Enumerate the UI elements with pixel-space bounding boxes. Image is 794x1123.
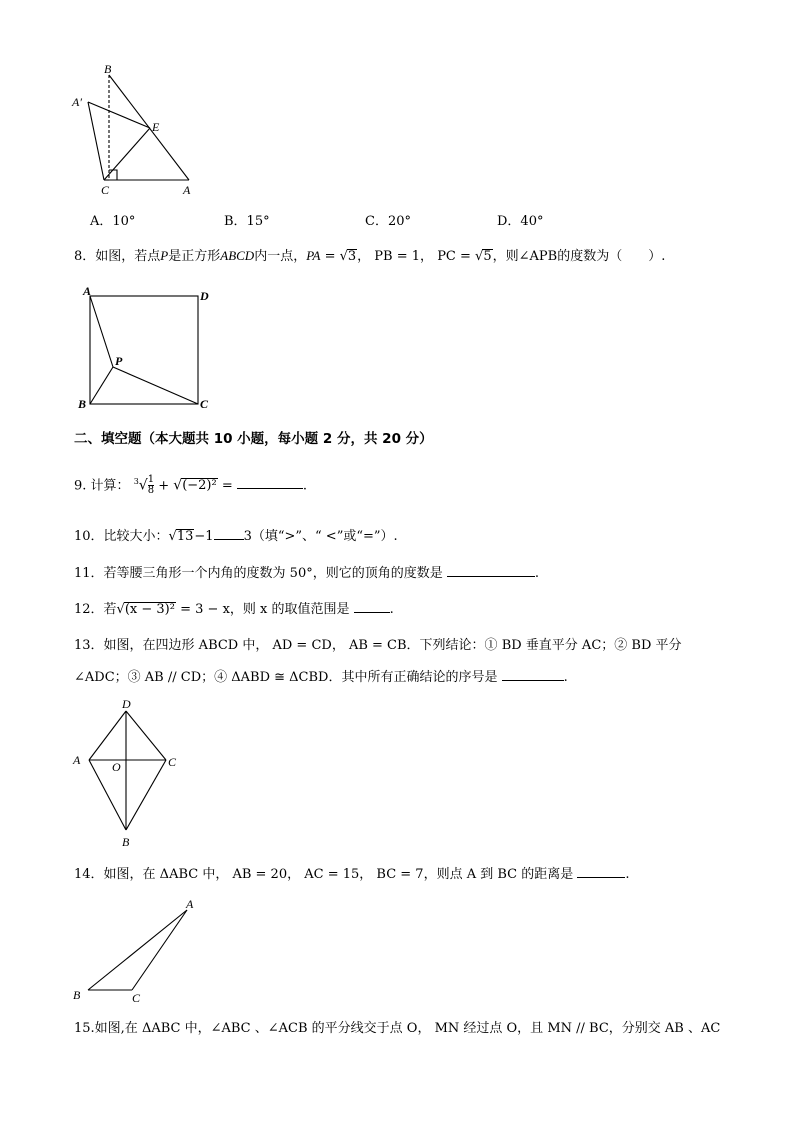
label-p: P [115,354,123,368]
label-c: C [101,183,110,197]
option-b[interactable]: B．15° [224,214,270,229]
question-13-line1: 13．如图，在四边形 ABCD 中， AD = CD， AB = CB．下列结论：① BD 垂直平分 AC；② BD 平分 [74,638,682,653]
question-8 [74,247,665,266]
q10-minus: −1 [194,529,214,544]
figure-q8 [74,283,224,415]
q9-numerator: 1 [147,474,155,486]
q9-plus: + [158,478,170,494]
label-e: E [152,120,160,134]
label-a-prime: A′ [72,95,82,109]
line-dc [126,711,166,760]
line-a-prime-e [88,102,150,128]
q11-end: . [534,566,539,581]
label-c: C [132,991,141,1005]
figure-q13 [66,694,196,854]
question-12: 12．若√(x − 3)² = 3 − x，则 x 的取值范围是 . [74,602,394,617]
q13-line2-text: ∠ADC；③ AB // CD；④ ΔABD ≅ ΔCBD．其中所有正确结论的序号是 [74,670,498,685]
line-pb [90,367,113,404]
q12-text-post: = 3 − x，则 x 的取值范围是 [180,602,350,617]
q8-eq-sqrt: = √ [324,249,348,264]
label-b: B [104,62,112,76]
line-pc [113,367,198,404]
figure-q14 [66,893,206,1008]
q13-end: . [563,670,568,685]
q8-text-mid2: 内一点， [254,249,307,264]
q9-text-pre: 9. 计算： [74,478,130,494]
q11-text: 11．若等腰三角形一个内角的度数为 50°，则它的顶角的度数是 [74,566,443,581]
option-a[interactable]: A．10° [90,214,136,229]
label-d: D [200,289,209,303]
label-a: A [183,183,191,197]
q8-text-pre: 8．如图，若点 [74,249,161,264]
q14-answer-blank[interactable] [577,865,625,878]
q9-denominator: 8 [147,485,155,497]
q8-text-post: ，则∠APB的度数为（ ）. [492,249,666,264]
label-b: B [122,835,130,849]
section-heading: 二、填空题（本大题共 10 小题，每小题 2 分，共 20 分） [74,431,433,447]
label-c: C [168,755,177,769]
label-a: A [83,284,92,298]
q8-sqrt3: 3 [347,249,357,264]
q11-answer-blank[interactable] [447,564,535,577]
q9-sqrt-body: (−2)² [182,478,217,494]
q12-end: . [389,602,394,617]
question-15: 15.如图,在 ΔABC 中，∠ABC 、∠ACB 的平分线交于点 O， MN 经过点 O，且 MN // BC，分别交 AB 、AC [74,1021,721,1036]
label-c: C [200,397,209,411]
line-ce [104,128,150,180]
option-c[interactable]: C．20° [365,214,411,229]
right-angle-mark [109,170,117,180]
q8-point-p: P [160,248,169,263]
line-a-prime-c [88,102,104,180]
q9-cube-index: 3 [133,477,139,486]
option-d[interactable]: D．40° [497,214,544,229]
figure-q7 [66,58,206,200]
q12-answer-blank[interactable] [354,600,390,613]
q8-pa: PA [306,248,321,263]
q9-answer-blank[interactable] [237,476,303,489]
q14-end: . [625,867,630,882]
question-13-line2 [74,668,568,687]
label-b: B [73,988,81,1002]
label-o: O [112,760,121,774]
q10-text-post: 3（填“>”、“ <”或“=”）. [243,529,398,544]
line-cb [126,760,166,830]
q10-sqrt13: 13 [176,529,194,544]
label-a: A [73,753,81,767]
line-da [89,711,126,760]
question-14 [74,865,630,884]
q9-fraction [148,475,154,496]
q8-sqrt5: 5 [483,249,492,264]
q10-answer-blank[interactable] [214,527,244,540]
line-pa [90,296,113,367]
square-abcd [90,296,198,404]
question-10: 10．比较大小：√13−1 3（填“>”、“ <”或“=”）. [74,529,398,544]
q14-text: 14．如图，在 ΔABC 中， AB = 20， AC = 15， BC = 7，则点 A 到 BC 的距离是 [74,867,574,882]
q8-text-mid: 是正方形 [168,249,221,264]
label-d: D [122,697,131,711]
q8-square-name: ABCD [220,248,255,263]
q9-equals: = [221,478,237,494]
question-9: 9. 计算： $^3$√ $\frac{1}{8}$ + √(−2)² = . [74,474,308,497]
q12-text-pre: 12．若 [74,602,117,617]
q13-answer-blank[interactable] [502,668,564,681]
question-11 [74,564,539,583]
q12-sqrt-body: (x − 3)² [124,602,175,617]
line-ac [132,910,187,990]
q10-text-pre: 10．比较大小： [74,529,169,544]
line-ab [88,910,187,990]
q8-pc: PC = √ [437,249,484,264]
label-a: A [186,897,194,911]
q8-pb: ， PB = 1， [357,249,434,264]
label-b: B [78,397,87,411]
